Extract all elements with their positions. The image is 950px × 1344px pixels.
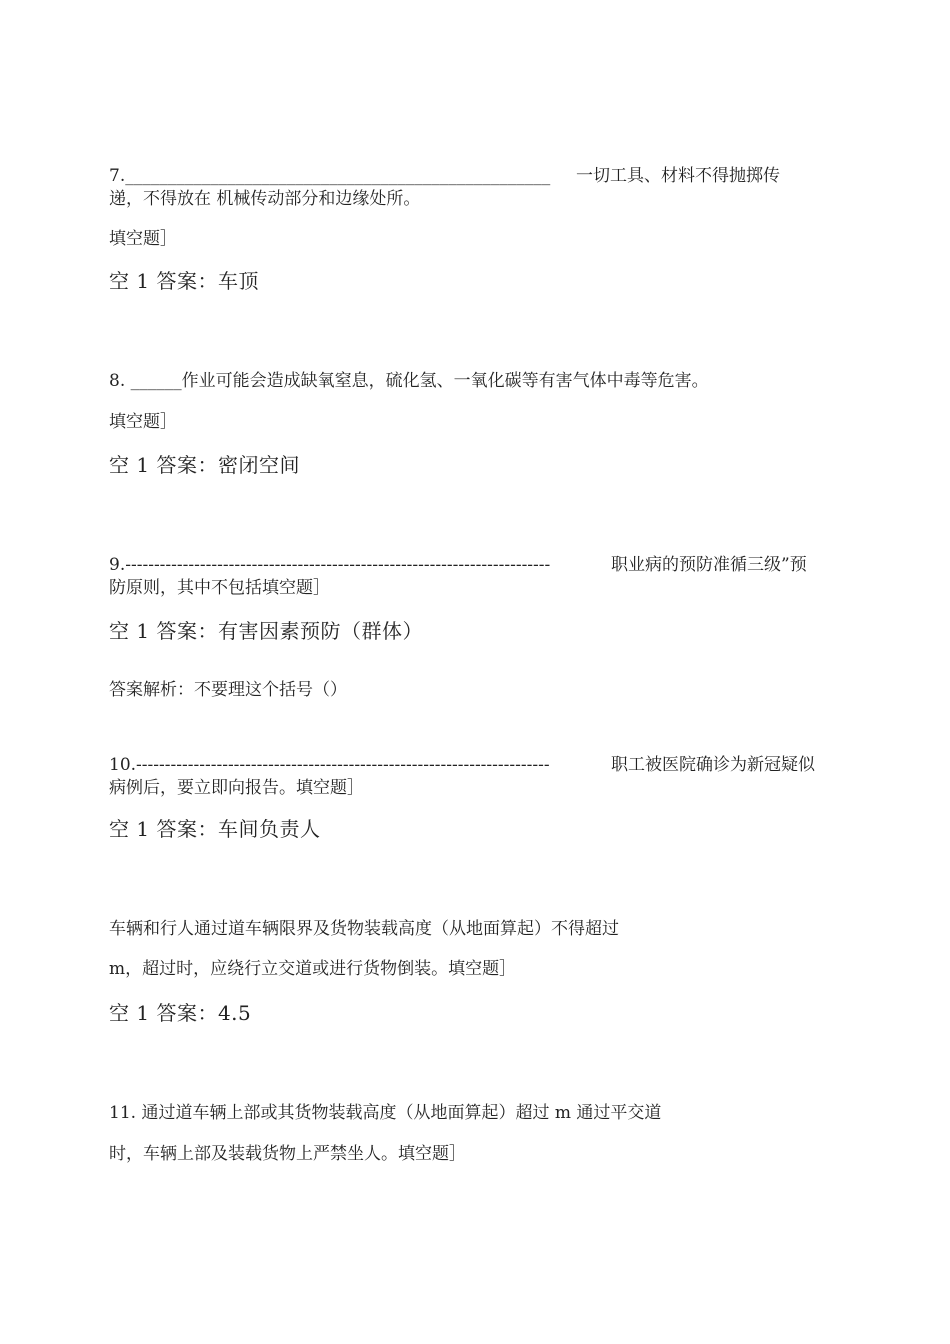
question-8-answer: 空 1 答案：密闭空间 [109,453,300,477]
question-10-line1-right: 职工被医院确诊为新冠疑似 [611,755,815,775]
question-clearance-line2: m，超过时，应绕行立交道或进行货物倒装。填空题］ [109,959,517,979]
question-7-line1-left: 7.__________________________________________________ [109,166,551,186]
question-10-answer: 空 1 答案：车间负责人 [109,817,321,841]
question-9-explanation: 答案解析：不要理这个括号（） [109,680,347,700]
question-7-answer: 空 1 答案：车顶 [109,269,259,293]
question-11-line1: 11. 通过道车辆上部或其货物装载高度（从地面算起）超过 m 通过平交道 [109,1103,662,1123]
question-10-line1-left: 10.------------------------------------------------------------------------ [109,755,550,775]
question-8-line1: 8. ______作业可能会造成缺氧窒息，硫化氢、一氧化碳等有害气体中毒等危害。 [109,371,709,391]
question-8-type-label: 填空题］ [109,412,177,432]
question-clearance-line1: 车辆和行人通过道车辆限界及货物装载高度（从地面算起）不得超过 [109,919,619,939]
question-10-line2: 病例后，要立即向报告。填空题］ [109,778,364,798]
question-9-line1-left: 9.-------------------------------------------------------------------------- [109,555,551,575]
question-9-line2: 防原则，其中不包括填空题］ [109,578,330,598]
question-9-answer: 空 1 答案：有害因素预防（群体） [109,619,423,643]
question-7-line2: 递，不得放在 机械传动部分和边缘处所。 [109,189,421,209]
question-7-line1-right: 一切工具、材料不得抛掷传 [576,166,780,186]
question-11-line2: 时，车辆上部及装载货物上严禁坐人。填空题］ [109,1144,466,1164]
question-9-line1-right: 职业病的预防准循三级”预 [611,555,807,575]
question-clearance-answer: 空 1 答案：4.5 [109,1001,252,1025]
question-7-type-label: 填空题］ [109,229,177,249]
